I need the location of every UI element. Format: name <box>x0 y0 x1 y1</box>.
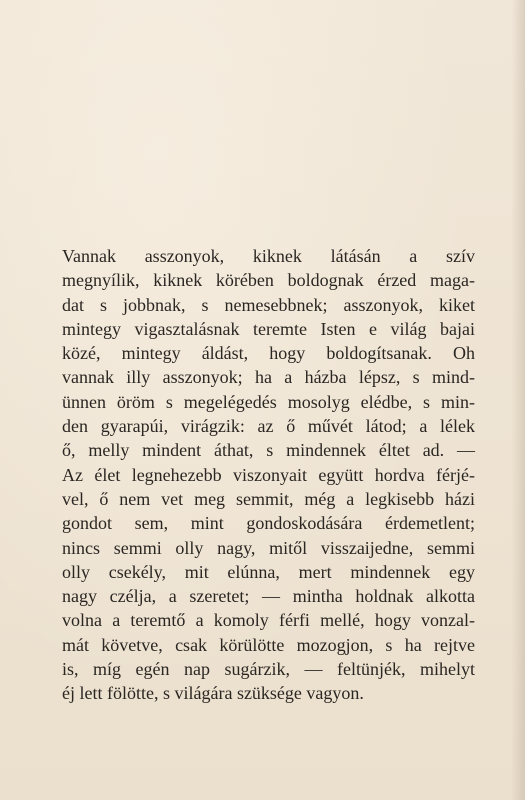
paragraph-line: gondot sem, mint gondoskodására érdemetlent; <box>62 513 475 534</box>
paragraph-line: nincs semmi olly nagy, mitől visszaijedne, semmi <box>62 537 475 558</box>
paragraph-line: den gyarapúi, virágzik: az ő művét látod; a lélek <box>62 416 475 437</box>
paragraph-line: vannak illy asszonyok; ha a házba lépsz, s mind- <box>62 367 475 388</box>
paragraph-line: vel, ő nem vet meg semmit, még a legkisebb házi <box>62 488 475 509</box>
paragraph <box>62 244 475 706</box>
paragraph-line: éj lett fölötte, s világára szüksége vagyon. <box>62 683 364 704</box>
paragraph-line: dat s jobbnak, s nemesebbnek; asszonyok, kiket <box>62 294 475 315</box>
paragraph-line: ő, melly mindent áthat, s mindennek éltet ad. — <box>62 440 475 461</box>
paragraph-line: Az élet legnehezebb viszonyait együtt hordva férjé- <box>62 464 475 485</box>
paragraph-line: megnyílik, kiknek körében boldognak érzed maga- <box>62 270 475 291</box>
paragraph-line: mintegy vigasztalásnak teremte Isten e világ bajai <box>62 318 475 339</box>
paragraph-line: közé, mintegy áldást, hogy boldogítsanak. Oh <box>62 343 475 364</box>
paragraph-line: volna a teremtő a komoly férfi mellé, hogy vonzal- <box>62 610 475 631</box>
paragraph-line: Vannak asszonyok, kiknek látásán a szív <box>62 246 475 266</box>
paragraph-line: mát követve, csak körülötte mozogjon, s ha rejtve <box>62 634 475 655</box>
paragraph-line: nagy czélja, a szeretet; — mintha holdnak alkotta <box>62 586 475 607</box>
paragraph-line: is, míg egén nap sugárzik, — feltünjék, mihelyt <box>62 659 475 680</box>
paragraph-line: olly csekély, mit elúnna, mert mindennek egy <box>62 561 475 582</box>
paragraph-line: ünnen öröm s megelégedés mosolyg elédbe, s min- <box>62 391 475 412</box>
page-edge-shadow <box>511 0 525 800</box>
